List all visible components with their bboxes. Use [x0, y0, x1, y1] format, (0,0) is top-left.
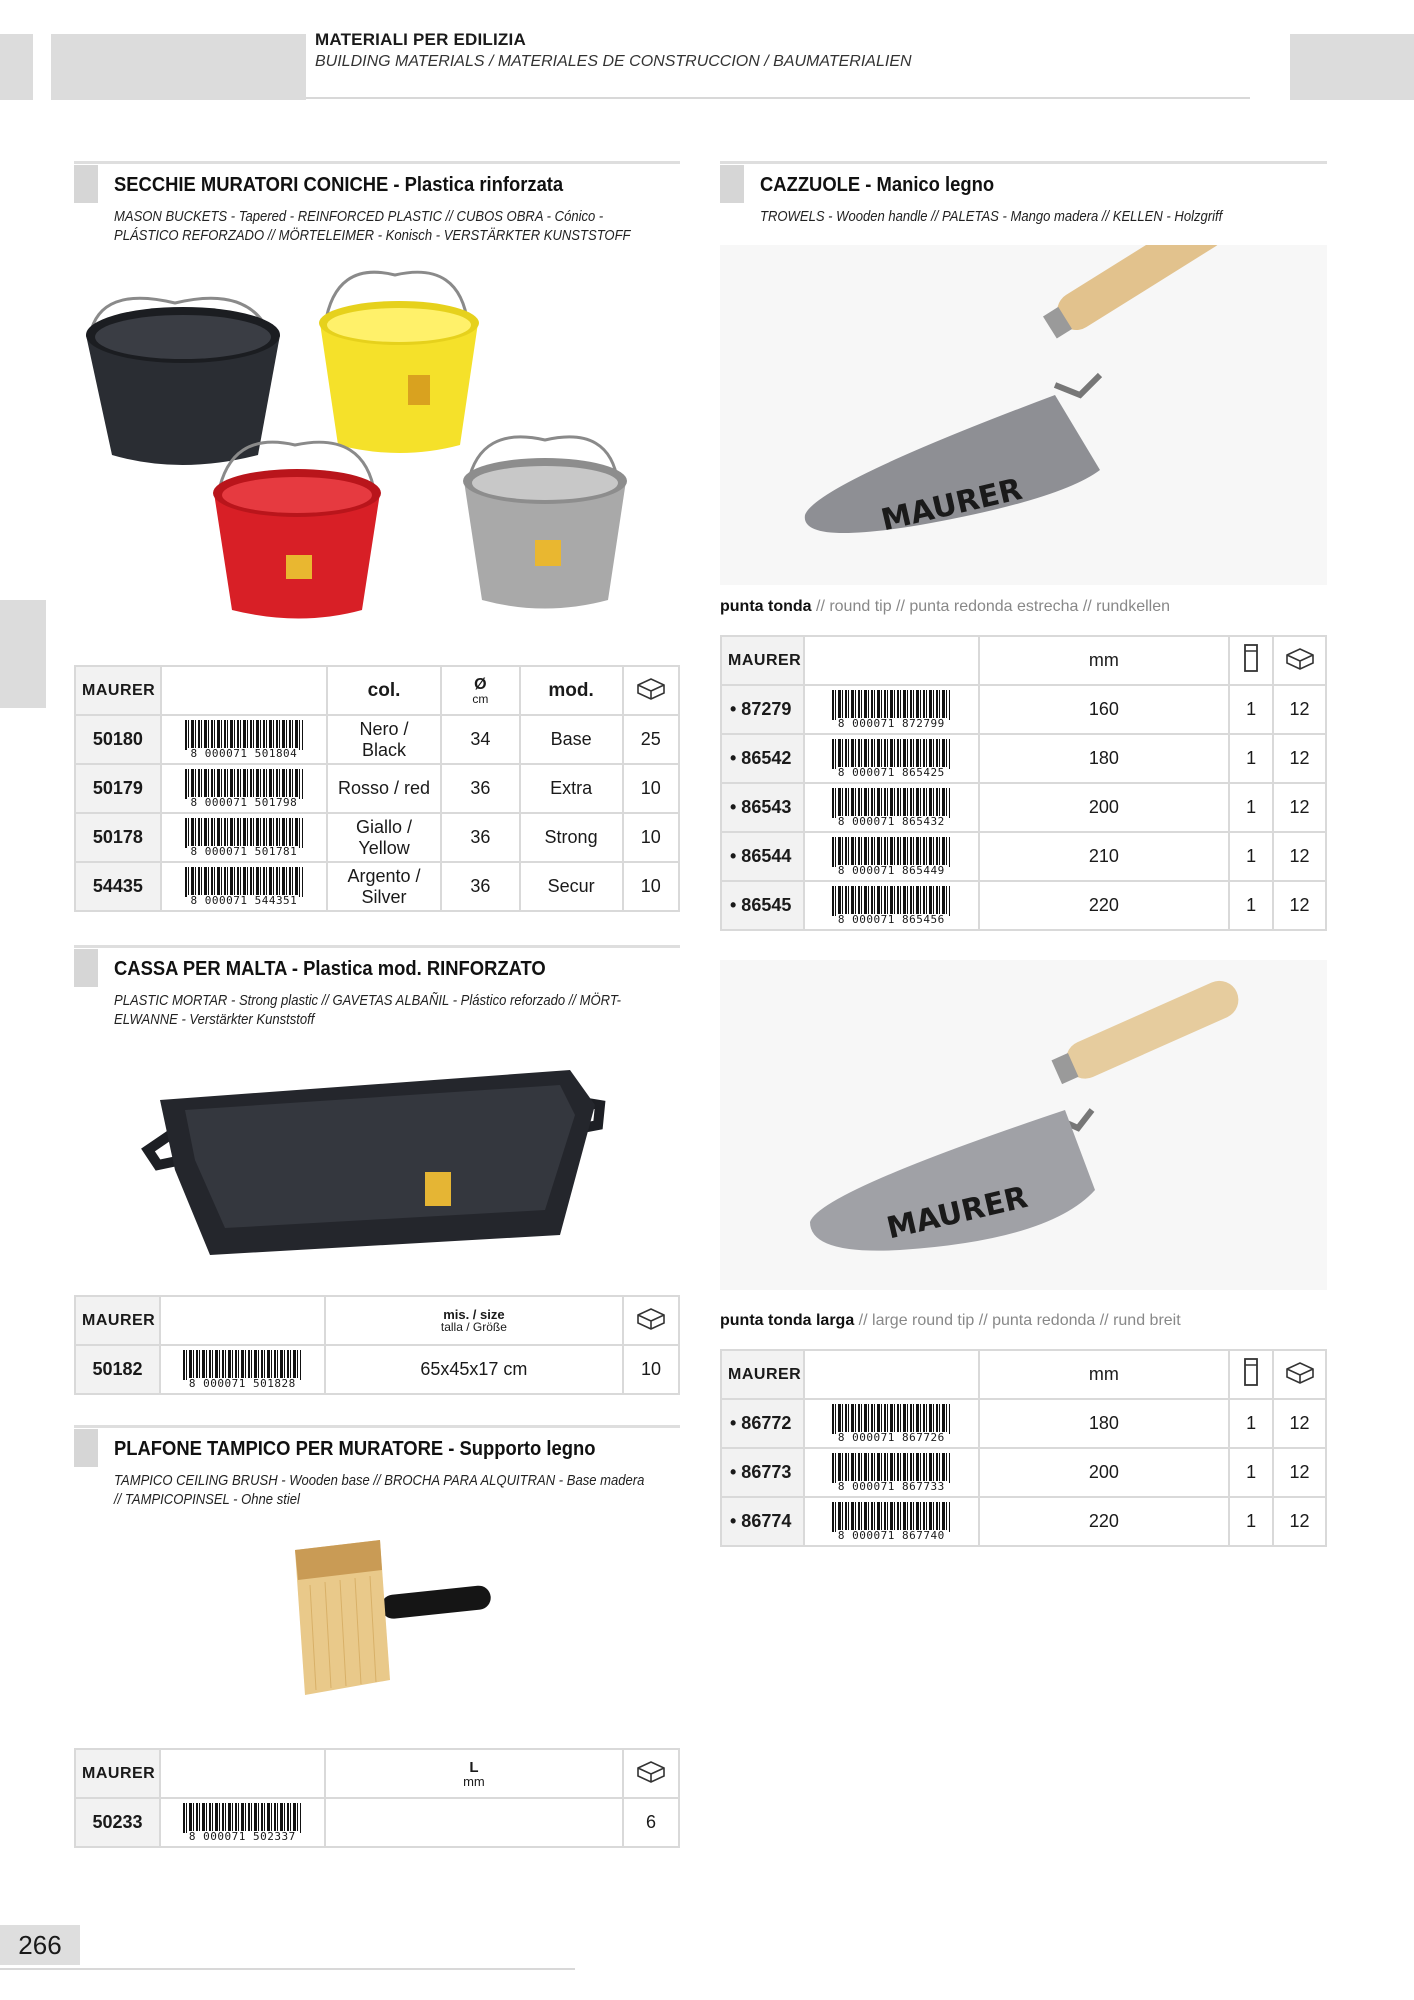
pack-qty: 10: [623, 1345, 679, 1394]
table-row: [75, 715, 679, 764]
length-mm: 160: [979, 685, 1230, 734]
table-row: [721, 783, 1326, 832]
table-row: [721, 1399, 1326, 1448]
mortar-table: [74, 1295, 680, 1395]
product-code: 50179: [75, 764, 161, 813]
product-code: • 86774: [721, 1497, 804, 1546]
table-row: [75, 813, 679, 862]
diameter-value: 36: [441, 862, 520, 911]
col-header-mm: mm: [979, 636, 1230, 685]
trowels-table-1: [720, 635, 1327, 931]
brand-label: MAURER: [721, 1350, 804, 1399]
brush-subtitle: TAMPICO CEILING BRUSH - Wooden base // BROCHA PARA ALQUITRAN - Base madera // TAMPICOPINSEL - Ohne stiel: [114, 1473, 645, 1508]
section-divider: [74, 1425, 680, 1428]
brand-label: MAURER: [75, 1296, 160, 1345]
page-subtitle: BUILDING MATERIALS / MATERIALES DE CONSTRUCCION / BAUMATERIALIEN: [315, 53, 912, 70]
brush-table: [74, 1748, 680, 1848]
barcode: 8 000071 865432: [804, 783, 979, 832]
pack-qty: 10: [623, 764, 680, 813]
product-code: 50182: [75, 1345, 160, 1394]
trowel-round-tip-image: [720, 245, 1327, 585]
barcode: 8 000071 867726: [804, 1399, 979, 1448]
pack-qty: 6: [623, 1798, 679, 1847]
pack-qty: 12: [1273, 1448, 1326, 1497]
pack-qty: 12: [1273, 1497, 1326, 1546]
caption-large-round-tip: punta tonda larga // large round tip // punta redonda // rund breit: [720, 1312, 1181, 1329]
product-code: 50180: [75, 715, 161, 764]
inner-pack-qty: 1: [1229, 1497, 1273, 1546]
section-marker: [74, 1429, 98, 1467]
barcode: 8 000071 501804: [161, 715, 327, 764]
header-left-tab: [0, 34, 33, 100]
brand-label: MAURER: [75, 1749, 160, 1798]
buckets-title: SECCHIE MURATORI CONICHE - Plastica rinforzata: [114, 174, 564, 196]
mortar-tub-image: [140, 1060, 610, 1260]
table-row: [721, 1497, 1326, 1546]
bucket-yellow: [319, 272, 479, 453]
diameter-value: 36: [441, 813, 520, 862]
box-icon: [1273, 636, 1326, 685]
inner-pack-qty: 1: [1229, 734, 1273, 783]
diameter-value: 34: [441, 715, 520, 764]
table-row: [75, 1345, 679, 1394]
pack-qty: 10: [623, 862, 680, 911]
header-bar: [51, 34, 306, 100]
barcode: 8 000071 502337: [160, 1798, 325, 1847]
inner-pack-qty: 1: [1229, 832, 1273, 881]
inner-pack-qty: 1: [1229, 685, 1273, 734]
table-row: [75, 1798, 679, 1847]
table-row: [721, 685, 1326, 734]
buckets-table: [74, 665, 680, 912]
inner-pack-qty: 1: [1229, 1448, 1273, 1497]
mortar-subtitle: PLASTIC MORTAR - Strong plastic // GAVETAS ALBAÑIL - Plástico reforzado // MÖRT-ELWANNE - Verstärkter Kunststoff: [114, 993, 621, 1028]
section-marker: [720, 165, 744, 203]
section-divider: [74, 945, 680, 948]
caption-round-tip: punta tonda // round tip // punta redonda estrecha // rundkellen: [720, 598, 1170, 615]
table-row: [75, 862, 679, 911]
barcode: 8 000071 501798: [161, 764, 327, 813]
product-code: • 86772: [721, 1399, 804, 1448]
tampico-brush-image: [280, 1530, 500, 1730]
box-icon: [623, 1296, 679, 1345]
buckets-image: [80, 265, 680, 635]
length-mm: 220: [979, 881, 1230, 930]
color-value: Rosso / red: [327, 764, 441, 813]
trowels-table-2: [720, 1349, 1327, 1547]
inner-pack-icon: [1229, 636, 1273, 685]
col-header-size: mis. / size talla / Größe: [325, 1296, 623, 1345]
pack-qty: 12: [1273, 734, 1326, 783]
section-divider: [720, 161, 1327, 164]
table-row: [721, 832, 1326, 881]
inner-pack-qty: 1: [1229, 783, 1273, 832]
color-value: Giallo / Yellow: [327, 813, 441, 862]
product-code: 50178: [75, 813, 161, 862]
box-icon: [623, 1749, 679, 1798]
table-row: [721, 1448, 1326, 1497]
diameter-value: 36: [441, 764, 520, 813]
barcode: 8 000071 867733: [804, 1448, 979, 1497]
section-marker: [74, 949, 98, 987]
pack-qty: 12: [1273, 1399, 1326, 1448]
color-value: Nero / Black: [327, 715, 441, 764]
length-mm: 200: [979, 1448, 1230, 1497]
section-marker: [74, 165, 98, 203]
col-header-color: col.: [327, 666, 441, 715]
pack-qty: 25: [623, 715, 680, 764]
length-mm: 220: [979, 1497, 1230, 1546]
box-icon: [623, 666, 680, 715]
color-value: Argento / Silver: [327, 862, 441, 911]
col-header-model: mod.: [520, 666, 623, 715]
trowel-blade-brand: MAURER: [883, 1180, 1031, 1247]
pack-qty: 12: [1273, 685, 1326, 734]
brand-label: MAURER: [721, 636, 804, 685]
table-row: [75, 764, 679, 813]
footer-divider: [0, 1968, 575, 1970]
side-tab: [0, 600, 46, 708]
header-divider: [306, 97, 1250, 99]
barcode: 8 000071 865449: [804, 832, 979, 881]
pack-qty: 10: [623, 813, 680, 862]
product-code: • 86543: [721, 783, 804, 832]
model-value: Strong: [520, 813, 623, 862]
table-row: [721, 734, 1326, 783]
pack-qty: 12: [1273, 783, 1326, 832]
bucket-silver: [463, 437, 627, 609]
brush-title: PLAFONE TAMPICO PER MURATORE - Supporto legno: [114, 1438, 596, 1460]
barcode: 8 000071 865425: [804, 734, 979, 783]
product-code: • 86544: [721, 832, 804, 881]
inner-pack-qty: 1: [1229, 881, 1273, 930]
product-code: • 86545: [721, 881, 804, 930]
size-value: 65x45x17 cm: [325, 1345, 623, 1394]
brand-label: MAURER: [75, 666, 161, 715]
product-code: • 86542: [721, 734, 804, 783]
trowels-title: CAZZUOLE - Manico legno: [760, 174, 995, 196]
product-code: 50233: [75, 1798, 160, 1847]
model-value: Base: [520, 715, 623, 764]
length-value: [325, 1798, 623, 1847]
mortar-title: CASSA PER MALTA - Plastica mod. RINFORZATO: [114, 958, 546, 980]
length-mm: 180: [979, 734, 1230, 783]
box-icon: [1273, 1350, 1326, 1399]
table-row: [721, 881, 1326, 930]
product-code: • 86773: [721, 1448, 804, 1497]
pack-qty: 12: [1273, 832, 1326, 881]
bucket-black: [86, 298, 280, 465]
barcode: 8 000071 501781: [161, 813, 327, 862]
trowel-blade-brand: MAURER: [877, 471, 1026, 539]
model-value: Secur: [520, 862, 623, 911]
page-title: MATERIALI PER EDILIZIA: [315, 30, 526, 49]
barcode: 8 000071 872799: [804, 685, 979, 734]
pack-qty: 12: [1273, 881, 1326, 930]
product-code: 54435: [75, 862, 161, 911]
buckets-subtitle: MASON BUCKETS - Tapered - REINFORCED PLASTIC // CUBOS OBRA - Cónico - PLÁSTICO REFORZADO // MÖRTELEIMER - Konisch - VERSTÄRKTER KUNSTSTOFF: [114, 209, 631, 244]
trowels-subtitle: TROWELS - Wooden handle // PALETAS - Mango madera // KELLEN - Holzgriff: [760, 209, 1223, 225]
trowel-large-round-tip-image: [720, 960, 1327, 1290]
product-code: • 87279: [721, 685, 804, 734]
col-header-length: L mm: [325, 1749, 623, 1798]
page-number: 266: [0, 1925, 80, 1965]
length-mm: 210: [979, 832, 1230, 881]
model-value: Extra: [520, 764, 623, 813]
bucket-red: [213, 442, 381, 618]
inner-pack-qty: 1: [1229, 1399, 1273, 1448]
length-mm: 180: [979, 1399, 1230, 1448]
barcode: 8 000071 867740: [804, 1497, 979, 1546]
barcode: 8 000071 865456: [804, 881, 979, 930]
barcode: 8 000071 544351: [161, 862, 327, 911]
header-right-tab: [1290, 34, 1414, 100]
col-header-mm: mm: [979, 1350, 1230, 1399]
length-mm: 200: [979, 783, 1230, 832]
inner-pack-icon: [1229, 1350, 1273, 1399]
barcode: 8 000071 501828: [160, 1345, 325, 1394]
section-divider: [74, 161, 680, 164]
col-header-diameter: Ø cm: [441, 666, 520, 715]
